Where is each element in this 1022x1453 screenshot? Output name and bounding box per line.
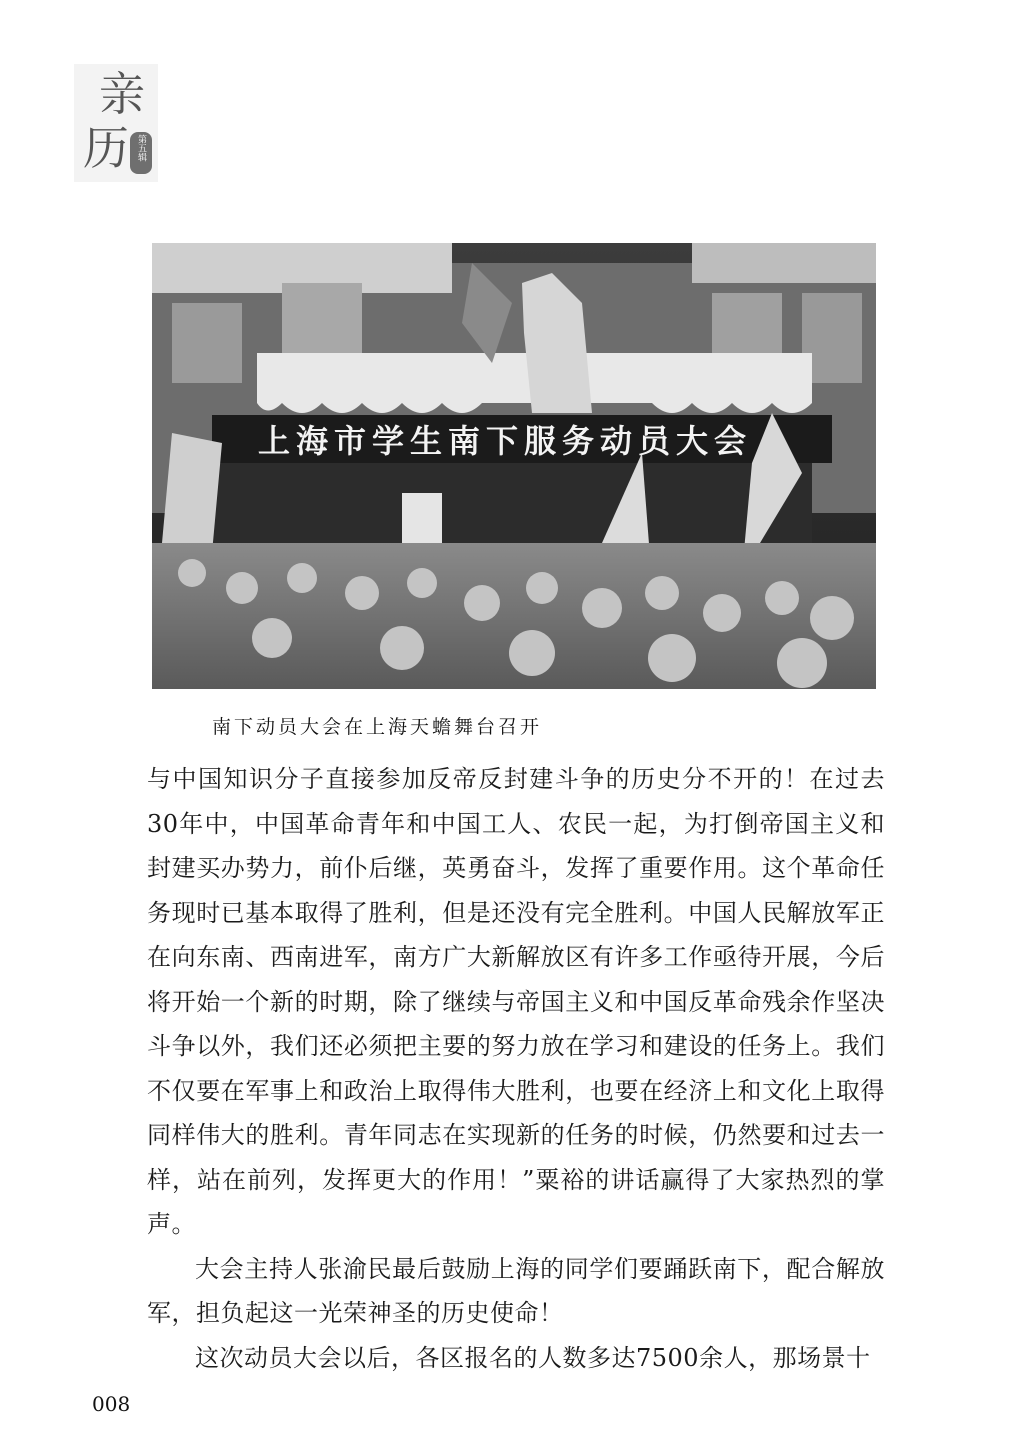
photo-banner-text: 上海市学生南下服务动员大会 xyxy=(258,422,753,460)
event-photo xyxy=(152,243,876,689)
book-logo xyxy=(70,58,162,186)
paragraph-1: 与中国知识分子直接参加反帝反封建斗争的历史分不开的！在过去30年中，中国革命青年和中国工人、农民一起，为打倒帝国主义和封建买办势力，前仆后继，英勇奋斗，发挥了重要作用。这个革命任务现时已基本取得了胜利，但是还没有完全胜利。中国人民解放军正在向东南、西南进军，南方广大新解放区有许多工作亟待开展，今后将开始一个新的时期，除了继续与帝国主义和中国反革命残余作坚决斗争以外，我们还必须把主要的努力放在学习和建设的任务上。我们不仅要在军事上和政治上取得伟大胜利，也要在经济上和文化上取得同样伟大的胜利。青年同志在实现新的任务的时候，仍然要和过去一样，站在前列，发挥更大的作用！”粟裕的讲话赢得了大家热烈的掌声。 xyxy=(147,765,885,1238)
photo-caption: 南下动员大会在上海天蟾舞台召开 xyxy=(212,716,543,738)
logo-char-2: 历 xyxy=(83,121,129,175)
paragraph-2: 大会主持人张渝民最后鼓励上海的同学们要踊跃南下，配合解放军，担负起这一光荣神圣的历史使命！ xyxy=(147,1254,885,1327)
page-number: 008 xyxy=(92,1392,131,1416)
logo-char-1: 亲 xyxy=(99,67,145,121)
paragraph-3: 这次动员大会以后，各区报名的人数多达7500余人，那场景十 xyxy=(195,1343,871,1372)
body-text xyxy=(147,757,885,1380)
logo-seal: 第五辑 xyxy=(136,134,146,162)
